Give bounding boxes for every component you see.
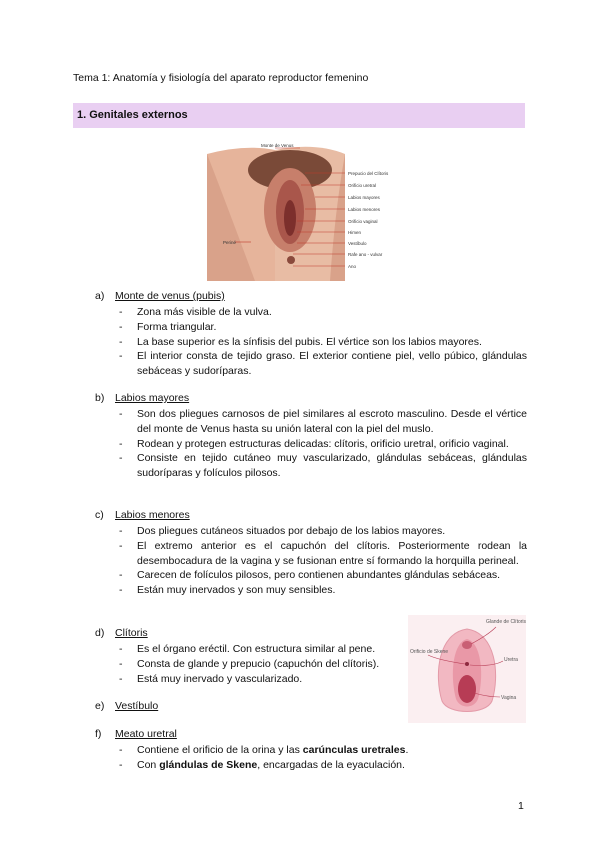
bullet-list xyxy=(117,305,527,379)
list-item: - El interior consta de tejido graso. El exterior contiene piel, vello púbico, glándulas sebáceas y sudoríparas. xyxy=(117,349,527,379)
list-item: - Están muy inervados y son muy sensibles. xyxy=(117,583,527,598)
label-prepucio: Prepucio del Clítoris xyxy=(348,171,389,176)
external-genitalia-figure xyxy=(205,140,405,281)
item-letter: a) xyxy=(95,290,105,302)
list-item: - Zona más visible de la vulva. xyxy=(117,305,527,320)
list-item xyxy=(117,758,527,773)
list-item: - El extremo anterior es el capuchón del clítoris. Posteriormente rodean la desembocadura de la vagina y se fusionan entre sí formando la horquilla perineal. xyxy=(117,539,527,569)
item-letter: f) xyxy=(95,728,102,740)
item-title: Monte de venus (pubis) xyxy=(115,290,225,302)
label-uretra: Uretra xyxy=(504,657,518,663)
list-item: - Consta de glande y prepucio (capuchón del clítoris). xyxy=(117,657,407,672)
text-run: . xyxy=(405,744,409,756)
label-labios-mayores: Labios mayores xyxy=(348,195,380,200)
label-perine: Periné xyxy=(223,240,237,245)
item-letter: c) xyxy=(95,509,104,521)
bullet-list xyxy=(117,743,527,773)
bullet-list xyxy=(117,642,407,686)
label-ano: Ano xyxy=(348,264,357,269)
bullet-list xyxy=(117,407,527,481)
label-glande-clitoris: Glande de Clítoris xyxy=(486,619,526,625)
label-orificio-uretral: Orificio uretral xyxy=(348,183,377,188)
list-item: - Dos pliegues cutáneos situados por debajo de los labios mayores. xyxy=(117,524,527,539)
list-item: - Rodean y protegen estructuras delicadas: clítoris, orificio uretral, orificio vaginal. xyxy=(117,437,527,452)
label-himen: Himen xyxy=(348,230,362,235)
list-item: - Está muy inervado y vascularizado. xyxy=(117,672,407,687)
item-title: Vestíbulo xyxy=(115,700,159,712)
label-rafe: Rafe ano - vulvar xyxy=(348,252,383,257)
list-item: - Consiste en tejido cutáneo muy vascularizado, glándulas sebáceas, glándulas sudoríparas y folículos pilosos. xyxy=(117,451,527,481)
list-item: - Es el órgano eréctil. Con estructura similar al pene. xyxy=(117,642,407,657)
list-item: - La base superior es la sínfisis del pubis. El vértice son los labios mayores. xyxy=(117,335,527,350)
list-item: - Carecen de folículos pilosos, pero contienen abundantes glándulas sebáceas. xyxy=(117,568,527,583)
section-title: 1. Genitales externos xyxy=(77,109,188,121)
item-letter: e) xyxy=(95,700,105,712)
bullet-list xyxy=(117,524,527,598)
bold-term: glándulas de Skene xyxy=(159,758,258,771)
item-title: Labios mayores xyxy=(115,392,190,404)
item-letter: d) xyxy=(95,627,105,639)
item-letter: b) xyxy=(95,392,105,404)
section-heading-bar xyxy=(73,103,525,128)
page-number: 1 xyxy=(518,800,524,812)
label-vestibulo: Vestíbulo xyxy=(348,241,367,246)
list-item: - Son dos pliegues carnosos de piel similares al escroto masculino. Desde el vértice del monte de Venus hasta su unión lateral con la piel del muslo. xyxy=(117,407,527,437)
text-run: Con xyxy=(137,758,160,771)
label-orificio-skene: Orificio de Skene xyxy=(410,649,449,655)
label-monte-de-venus: Monte de Venus xyxy=(261,143,294,148)
bold-term: carúnculas uretrales xyxy=(302,744,406,756)
item-title: Labios menores xyxy=(115,509,190,521)
list-item: - Forma triangular. xyxy=(117,320,527,335)
clitoris-diagram-figure xyxy=(408,615,526,723)
text-run: , encargadas de la eyaculación. xyxy=(257,758,405,771)
list-item xyxy=(117,743,527,758)
text-run: Contiene el orificio de la orina y las xyxy=(137,744,303,756)
label-vagina: Vagina xyxy=(501,695,517,701)
item-title: Clítoris xyxy=(115,627,148,639)
item-title: Meato uretral xyxy=(115,728,177,740)
page-header: Tema 1: Anatomía y fisiología del aparato reproductor femenino xyxy=(73,72,369,84)
label-labios-menores: Labios menores xyxy=(348,207,381,212)
label-orificio-vaginal: Orificio vaginal xyxy=(348,219,378,224)
